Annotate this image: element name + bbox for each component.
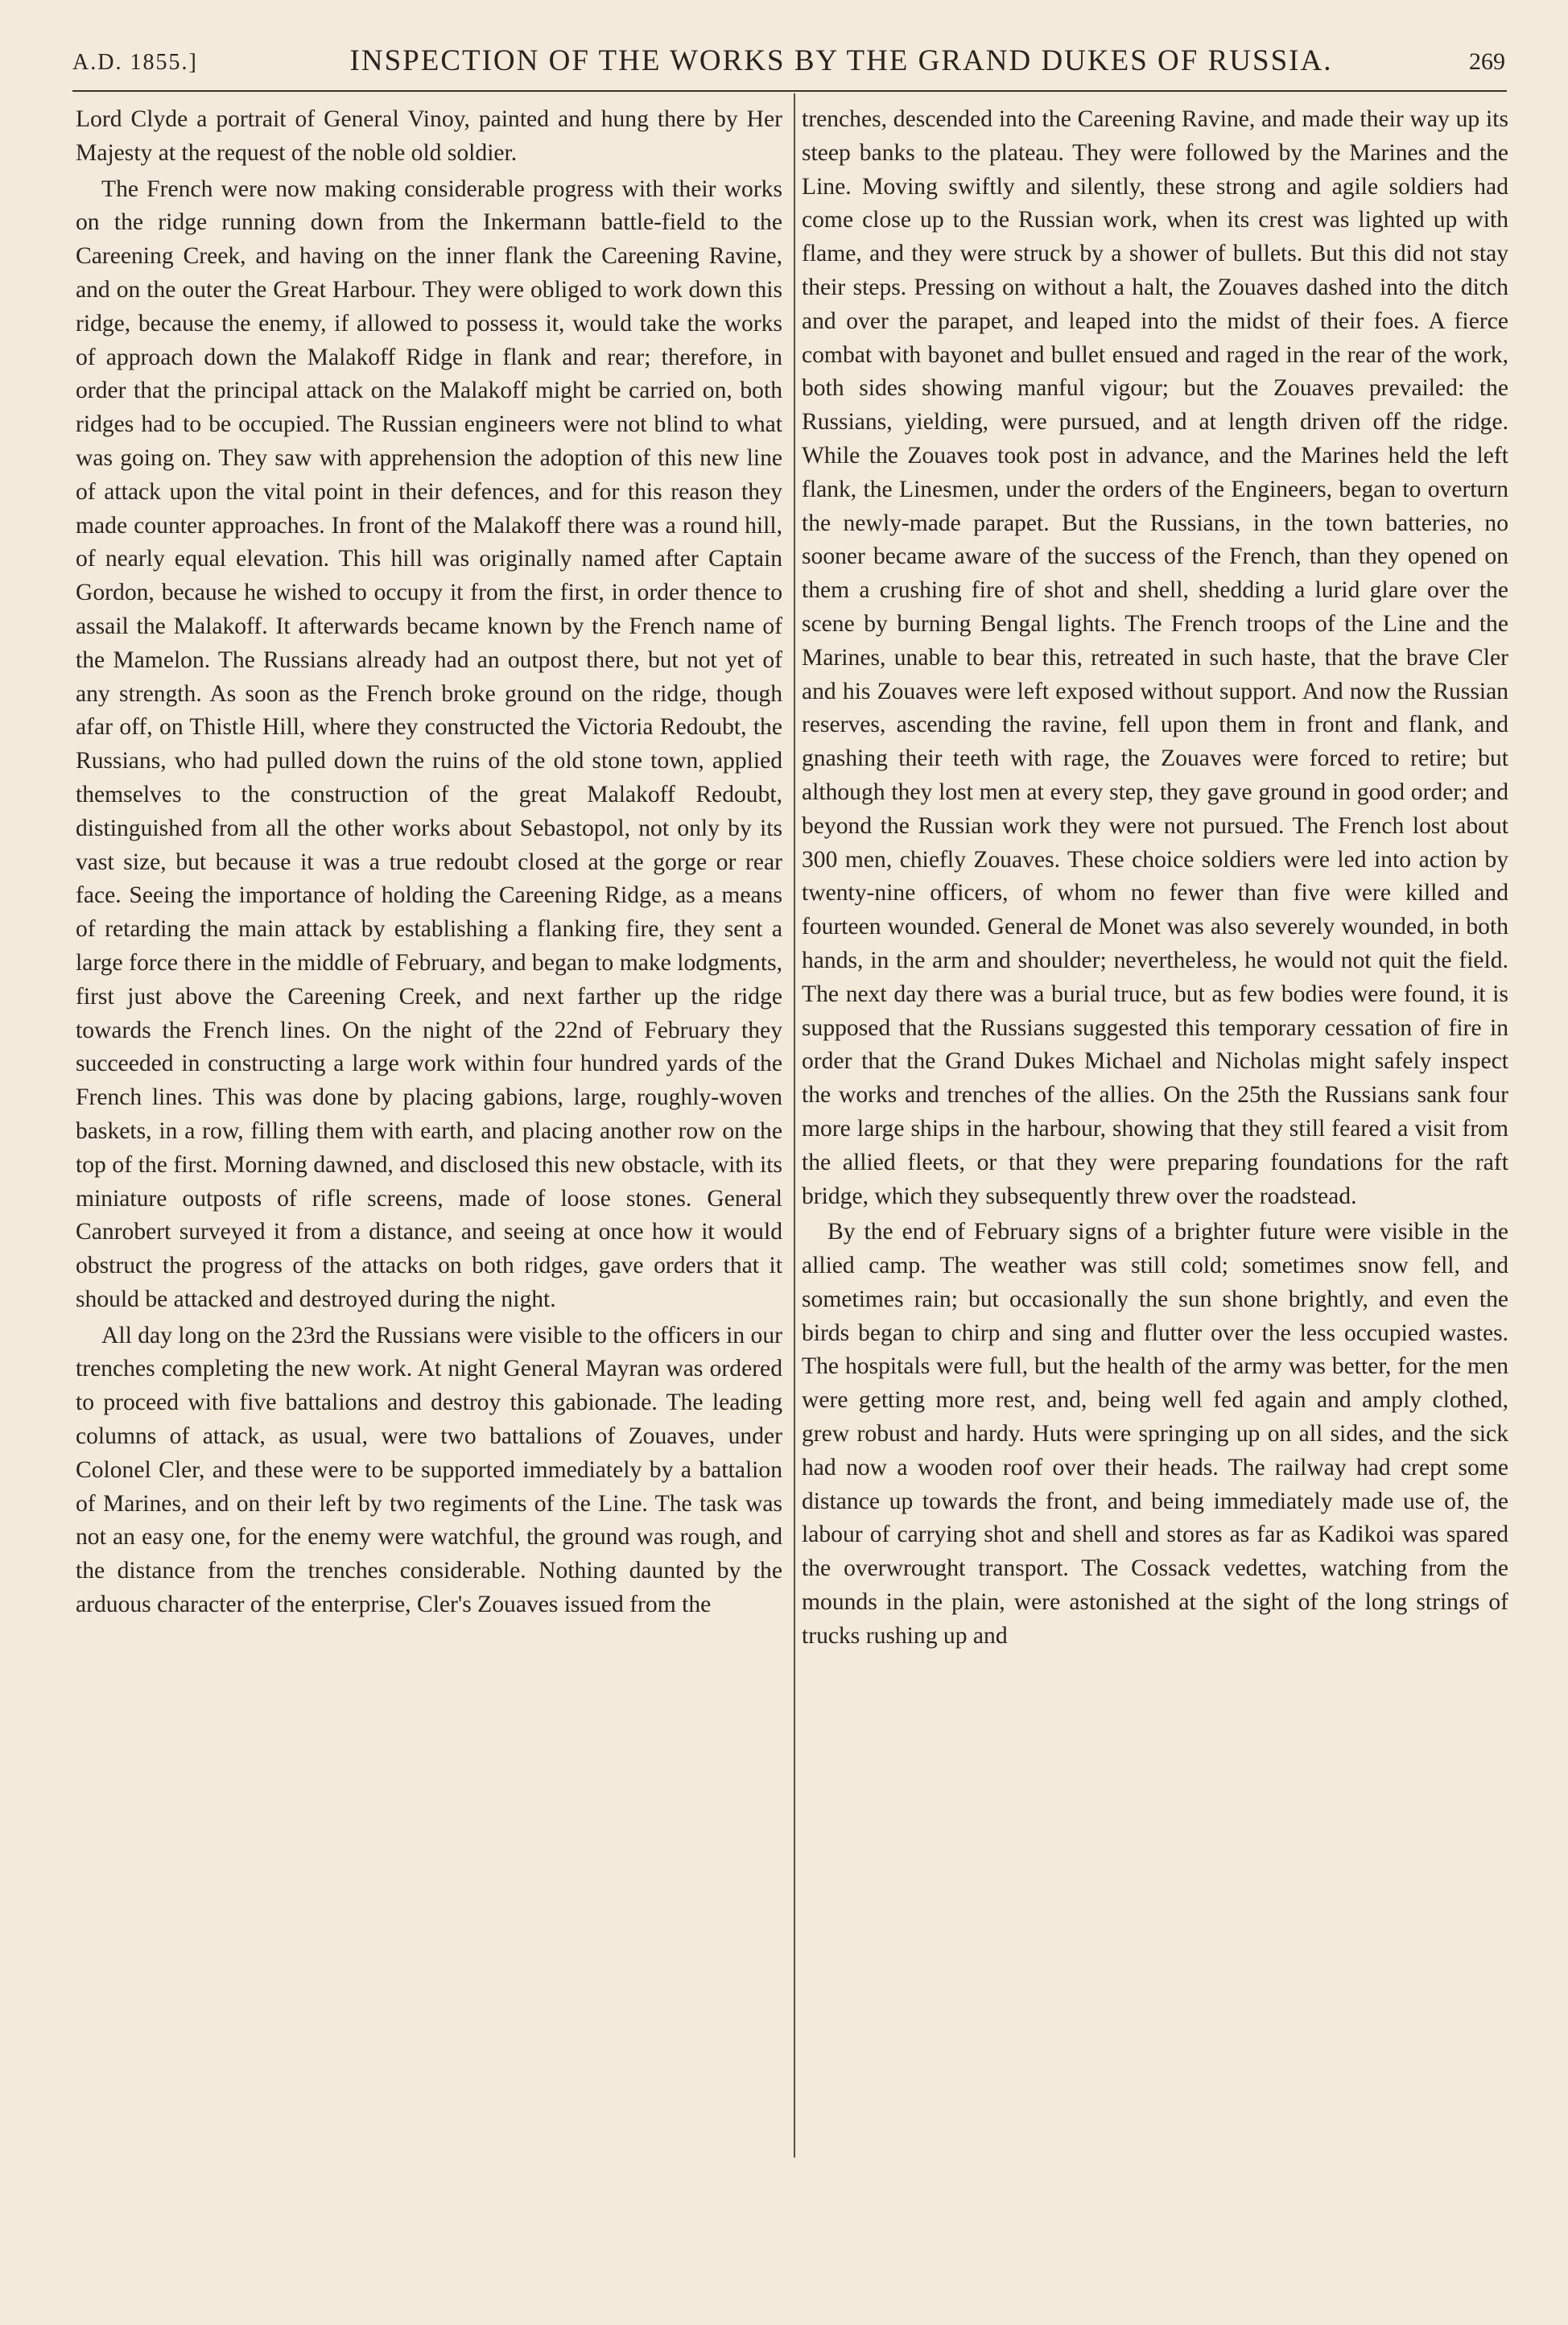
page-number: 269 (1469, 48, 1505, 75)
paragraph: Lord Clyde a portrait of General Vinoy, painted and hung there by Her Majesty at the request of the noble old soldier. (76, 106, 782, 166)
left-column (76, 103, 782, 2156)
paragraph: trenches, descended into the Careening Ravine, and made their way up its steep banks to the plateau. They were followed by the Marines and the Line. Moving swiftly and silently, these strong and agile soldiers had come close up to the Russian work, when its crest was lighted up with flame, and they were struck by a shower of bullets. But this did not stay their steps. Pressing on without a halt, the Zouaves dashed into the ditch and over the parapet, and leaped into the midst of their foes. A fierce combat with bayonet and bullet ensued and raged in the rear of the work, both sides showing manful vigour; but the Zouaves prevailed: the Russians, yielding, were pursued, and at length driven off the ridge. While the Zouaves took post in advance, and the Marines held the left flank, the Linesmen, under the orders of the Engineers, began to overturn the newly-made parapet. But the Russians, in the town batteries, no sooner became aware of the success of the French, than they opened on them a crushing fire of shot and shell, shedding a lurid glare over the scene by burning Bengal lights. The French troops of the Line and the Marines, unable to bear this, retreated in such haste, that the brave Cler and his Zouaves were left exposed without support. And now the Russian reserves, ascending the ravine, fell upon them in front and flank, and gnashing their teeth with rage, the Zouaves were forced to retire; but although they lost men at every step, they gave ground in good order; and beyond the Russian work they were not pursued. The French lost about 300 men, chiefly Zouaves. These choice soldiers were led into action by twenty-nine officers, of whom no fewer than five were killed and fourteen wounded. General de Monet was also severely wounded, in both hands, in the arm and shoulder; nevertheless, he would not quit the field. The next day there was a burial truce, but as few bodies were found, it is supposed that the Russians suggested this temporary cessation of fire in order that the Grand Dukes Michael and Nicholas might safely inspect the works and trenches of the allies. On the 25th the Russians sank four more large ships in the harbour, showing that they still feared a visit from the allied fleets, or that they were preparing foundations for the raft bridge, which they subsequently threw over the roadstead. (802, 106, 1508, 1209)
paragraph: The French were now making considerable progress with their works on the ridge running down from the Inkermann battle-field to the Careening Creek, and having on the inner flank the Careening Ravine, and on the outer the Great Harbour. They were obliged to work down this ridge, because the enemy, if allowed to possess it, would take the works of approach down the Malakoff Ridge in flank and rear; therefore, in order that the principal attack on the Malakoff might be carried on, both ridges had to be occupied. The Russian engineers were not blind to what was going on. They saw with apprehension the adoption of this new line of attack upon the vital point in their defences, and for this reason they made counter approaches. In front of the Malakoff there was a round hill, of nearly equal elevation. This hill was originally named after Captain Gordon, because he wished to occupy it from the first, in order thence to assail the Malakoff. It afterwards became known by the French name of the Mamelon. The Russians already had an outpost there, but not yet of any strength. As soon as the French broke ground on the ridge, though afar off, on Thistle Hill, where they constructed the Victoria Redoubt, the Russians, who had pulled down the ruins of the old stone town, applied themselves to the construction of the great Malakoff Redoubt, distinguished from all the other works about Sebastopol, not only by its vast size, but because it was a true redoubt closed at the gorge or rear face. Seeing the importance of holding the Careening Ridge, as a means of retarding the main attack by establishing a flanking fire, they sent a large force there in the middle of February, and began to make lodgments, first just above the Careening Creek, and next farther up the ridge towards the French lines. On the night of the 22nd of February they succeeded in constructing a large work within four hundred yards of the French lines. This was done by placing gabions, large, roughly-woven baskets, in a row, filling them with earth, and placing another row on the top of the first. Morning dawned, and disclosed this new obstacle, with its miniature outposts of rifle screens, made of loose stones. General Canrobert surveyed it from a distance, and seeing at once how it would obstruct the progress of the attacks on both ridges, gave orders that it should be attacked and destroyed during the night. (76, 176, 782, 1312)
header-date: A.D. 1855.] (72, 50, 198, 75)
paragraph: All day long on the 23rd the Russians were visible to the officers in our trenches completing the new work. At night General Mayran was ordered to proceed with five battalions and destroy this gabionade. The leading columns of attack, as usual, were two battalions of Zouaves, under Colonel Cler, and these were to be supported immediately by a battalion of Marines, and on their left by two regiments of the Line. The task was not an easy one, for the enemy were watchful, the ground was rough, and the distance from the trenches considerable. Nothing daunted by the arduous character of the enterprise, Cler's Zouaves issued from the (76, 1322, 782, 1618)
header-title: INSPECTION OF THE WORKS BY THE GRAND DUKES OF RUSSIA. (349, 44, 1333, 77)
running-head (72, 40, 1505, 81)
paragraph: By the end of February signs of a brighter future were visible in the allied camp. The weather was still cold; sometimes snow fell, and sometimes rain; but occasionally the sun shone brightly, and even the birds began to chirp and sing and flutter over the less occupied wastes. The hospitals were full, but the health of the army was better, for the men were getting more rest, and, being well fed again and amply clothed, grew robust and hardy. Huts were springing up on all sides, and the sick had now a wooden roof over their heads. The railway had crept some distance up towards the front, and being immediately made use of, the labour of carrying shot and shell and stores as far as Kadikoi was spared the overwrought transport. The Cossack vedettes, watching from the mounds in the plain, were astonished at the sight of the long strings of trucks rushing up and (802, 1219, 1508, 1649)
column-divider (794, 93, 795, 2158)
right-column (802, 103, 1508, 2156)
header-rule (72, 90, 1507, 92)
